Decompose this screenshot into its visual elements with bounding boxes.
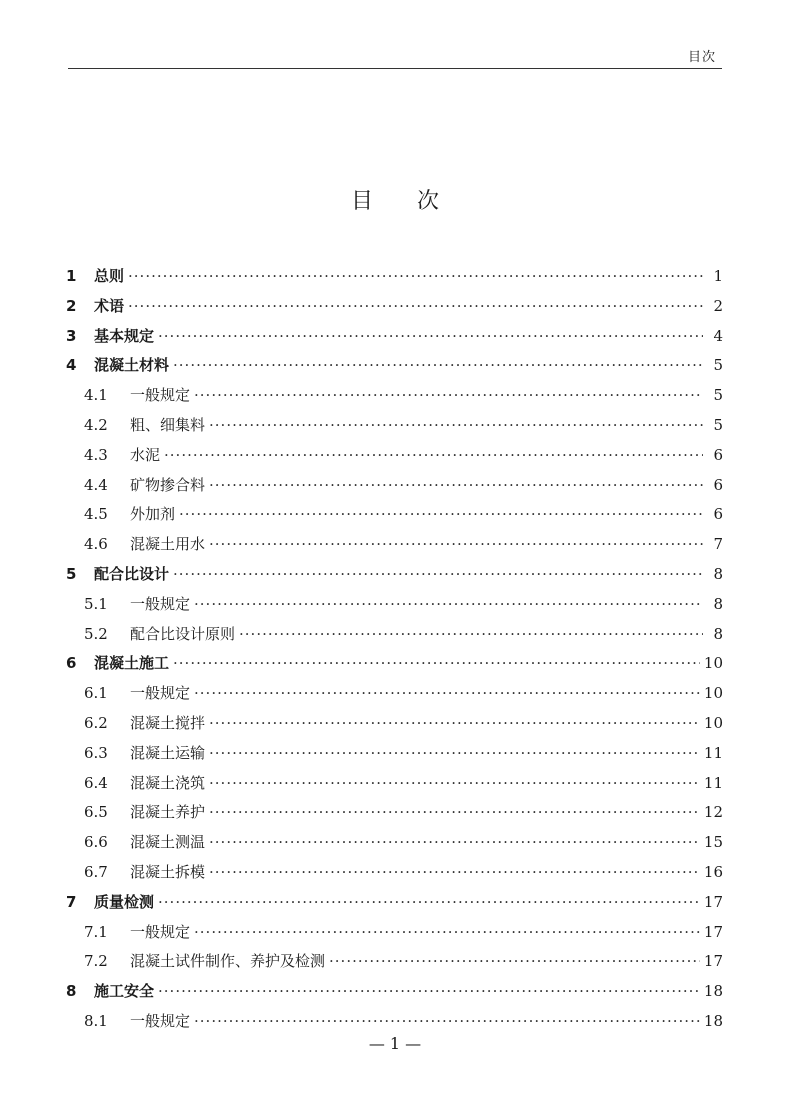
- toc-section-entry[interactable]: [66, 769, 723, 799]
- toc-section-entry[interactable]: [66, 441, 723, 471]
- toc-entry-title: 混凝土拆模: [130, 862, 206, 881]
- toc-entry-number: 7.2: [84, 952, 108, 971]
- toc-entry-page: 6: [713, 445, 723, 464]
- toc-entry-page: 4: [713, 326, 723, 345]
- toc-entry-number: 7.1: [84, 922, 108, 941]
- toc-entry-page: 12: [703, 803, 723, 822]
- toc-leader-dots: [194, 679, 700, 709]
- toc-entry-number: 2: [66, 296, 77, 315]
- toc-leader-dots: [173, 351, 703, 381]
- toc-entry-page: 10: [703, 684, 723, 703]
- toc-leader-dots: [329, 947, 700, 977]
- toc-entry-title: 矿物掺合料: [130, 475, 206, 494]
- toc-leader-dots: [158, 888, 700, 918]
- toc-entry-title: 配合比设计原则: [130, 624, 236, 643]
- toc-entry-page: 10: [703, 713, 723, 732]
- toc-leader-dots: [194, 918, 700, 948]
- toc-leader-dots: [128, 292, 703, 322]
- toc-entry-title: 混凝土用水: [130, 535, 206, 554]
- toc-section-entry[interactable]: [66, 739, 723, 769]
- toc-entry-page: 2: [713, 296, 723, 315]
- toc-section-entry[interactable]: [66, 679, 723, 709]
- toc-section-entry[interactable]: [66, 947, 723, 977]
- toc-entry-title: 总则: [94, 267, 125, 285]
- toc-chapter-entry[interactable]: [66, 888, 723, 918]
- toc-section-entry[interactable]: [66, 858, 723, 888]
- toc-entry-number: 7: [66, 892, 77, 911]
- toc-entry-title: 混凝土浇筑: [130, 773, 206, 792]
- toc-entry-number: 6.4: [84, 773, 108, 792]
- toc-section-entry[interactable]: [66, 500, 723, 530]
- toc-entry-number: 5.1: [84, 594, 108, 613]
- toc-leader-dots: [164, 441, 703, 471]
- toc-entry-page: 8: [713, 564, 723, 583]
- toc-section-entry[interactable]: [66, 381, 723, 411]
- toc-entry-title: 一般规定: [130, 386, 191, 405]
- toc-entry-title: 混凝土养护: [130, 803, 206, 822]
- toc-entry-title: 质量检测: [94, 892, 155, 911]
- toc-leader-dots: [173, 649, 700, 679]
- toc-entry-title: 施工安全: [94, 982, 155, 1001]
- toc-entry-title: 粗、细集料: [130, 415, 206, 434]
- toc-entry-number: 4.3: [84, 445, 108, 464]
- toc-entry-number: 6.5: [84, 803, 108, 822]
- toc-entry-page: 10: [703, 654, 723, 673]
- toc-entry-page: 5: [713, 356, 723, 375]
- toc-section-entry[interactable]: [66, 709, 723, 739]
- toc-chapter-entry[interactable]: [66, 292, 723, 322]
- toc-entry-title: 混凝土材料: [94, 356, 170, 375]
- toc-entry-title: 水泥: [130, 445, 161, 464]
- toc-leader-dots: [194, 1007, 700, 1037]
- toc-entry-page: 17: [703, 922, 723, 941]
- toc-leader-dots: [209, 769, 700, 799]
- toc-leader-dots: [209, 798, 700, 828]
- toc-chapter-entry[interactable]: [66, 977, 723, 1007]
- toc-leader-dots: [209, 411, 703, 441]
- toc-entry-number: 4.1: [84, 386, 108, 405]
- toc-entry-number: 6: [66, 654, 77, 673]
- toc-entry-number: 4.4: [84, 475, 108, 494]
- toc-entry-page: 5: [713, 386, 723, 405]
- toc-entry-title: 混凝土施工: [94, 654, 170, 673]
- toc-leader-dots: [209, 739, 700, 769]
- toc-entry-number: 6.1: [84, 684, 108, 703]
- toc-entry-title: 术语: [94, 296, 125, 315]
- toc-entry-number: 8: [66, 982, 77, 1001]
- toc-leader-dots: [194, 590, 703, 620]
- toc-leader-dots: [158, 322, 703, 352]
- toc-chapter-entry[interactable]: [66, 322, 723, 352]
- toc-entry-page: 11: [703, 743, 723, 762]
- toc-leader-dots: [209, 709, 700, 739]
- toc-entry-page: 18: [703, 982, 723, 1001]
- toc-entry-number: 6.2: [84, 713, 108, 732]
- toc-entry-number: 8.1: [84, 1011, 108, 1030]
- toc-entry-title: 混凝土运输: [130, 743, 206, 762]
- toc-section-entry[interactable]: [66, 590, 723, 620]
- header-rule: [68, 68, 722, 69]
- toc-section-entry[interactable]: [66, 530, 723, 560]
- toc-entry-page: 6: [713, 475, 723, 494]
- toc-leader-dots: [128, 262, 703, 292]
- toc-section-entry[interactable]: [66, 620, 723, 650]
- toc-leader-dots: [209, 858, 700, 888]
- toc-entry-page: 17: [703, 892, 723, 911]
- toc-entry-page: 17: [703, 952, 723, 971]
- toc-entry-title: 一般规定: [130, 684, 191, 703]
- toc-leader-dots: [239, 620, 703, 650]
- toc-leader-dots: [209, 471, 703, 501]
- toc-entry-page: 16: [703, 862, 723, 881]
- toc-entry-number: 5: [66, 564, 77, 583]
- toc-entry-number: 6.7: [84, 862, 108, 881]
- toc-entry-page: 8: [713, 624, 723, 643]
- toc-entry-page: 7: [713, 535, 723, 554]
- toc-section-entry[interactable]: [66, 918, 723, 948]
- toc-entry-page: 18: [703, 1011, 723, 1030]
- toc-entry-title: 混凝土测温: [130, 833, 206, 852]
- toc-chapter-entry[interactable]: [66, 351, 723, 381]
- toc-entry-number: 4: [66, 356, 77, 375]
- toc-leader-dots: [179, 500, 703, 530]
- toc-entry-title: 一般规定: [130, 922, 191, 941]
- toc-entry-page: 6: [713, 505, 723, 524]
- page-number: — 1 —: [368, 1034, 422, 1053]
- toc-leader-dots: [173, 560, 703, 590]
- toc-entry-number: 6.6: [84, 833, 108, 852]
- toc-entry-title: 一般规定: [130, 1011, 191, 1030]
- toc-entry-number: 3: [66, 326, 77, 345]
- toc-section-entry[interactable]: [66, 411, 723, 441]
- toc-entry-title: 混凝土试件制作、养护及检测: [130, 952, 326, 971]
- toc-entry-number: 1: [66, 267, 77, 285]
- toc-entry-page: 8: [713, 594, 723, 613]
- page-title: 目次: [350, 189, 483, 214]
- toc-entry-number: 4.5: [84, 505, 108, 524]
- toc-entry-page: 15: [703, 833, 723, 852]
- toc-entry-title: 混凝土搅拌: [130, 713, 206, 732]
- table-of-contents: [66, 262, 723, 1037]
- toc-leader-dots: [194, 381, 703, 411]
- toc-entry-page: 5: [713, 415, 723, 434]
- toc-leader-dots: [209, 530, 703, 560]
- toc-entry-number: 4.6: [84, 535, 108, 554]
- toc-entry-title: 基本规定: [94, 326, 155, 345]
- toc-entry-number: 5.2: [84, 624, 108, 643]
- toc-section-entry[interactable]: [66, 471, 723, 501]
- toc-entry-title: 一般规定: [130, 594, 191, 613]
- toc-entry-title: 外加剂: [130, 505, 176, 524]
- toc-entry-number: 6.3: [84, 743, 108, 762]
- toc-leader-dots: [209, 828, 700, 858]
- toc-section-entry[interactable]: [66, 1007, 723, 1037]
- running-header: 目次: [687, 50, 716, 65]
- toc-entry-title: 配合比设计: [94, 564, 170, 583]
- toc-section-entry[interactable]: [66, 828, 723, 858]
- toc-chapter-entry[interactable]: [66, 649, 723, 679]
- toc-entry-page: 1: [713, 267, 723, 285]
- toc-section-entry[interactable]: [66, 798, 723, 828]
- toc-chapter-entry[interactable]: [66, 560, 723, 590]
- toc-entry-number: 4.2: [84, 415, 108, 434]
- toc-chapter-entry[interactable]: [66, 262, 723, 292]
- toc-entry-page: 11: [703, 773, 723, 792]
- toc-leader-dots: [158, 977, 700, 1007]
